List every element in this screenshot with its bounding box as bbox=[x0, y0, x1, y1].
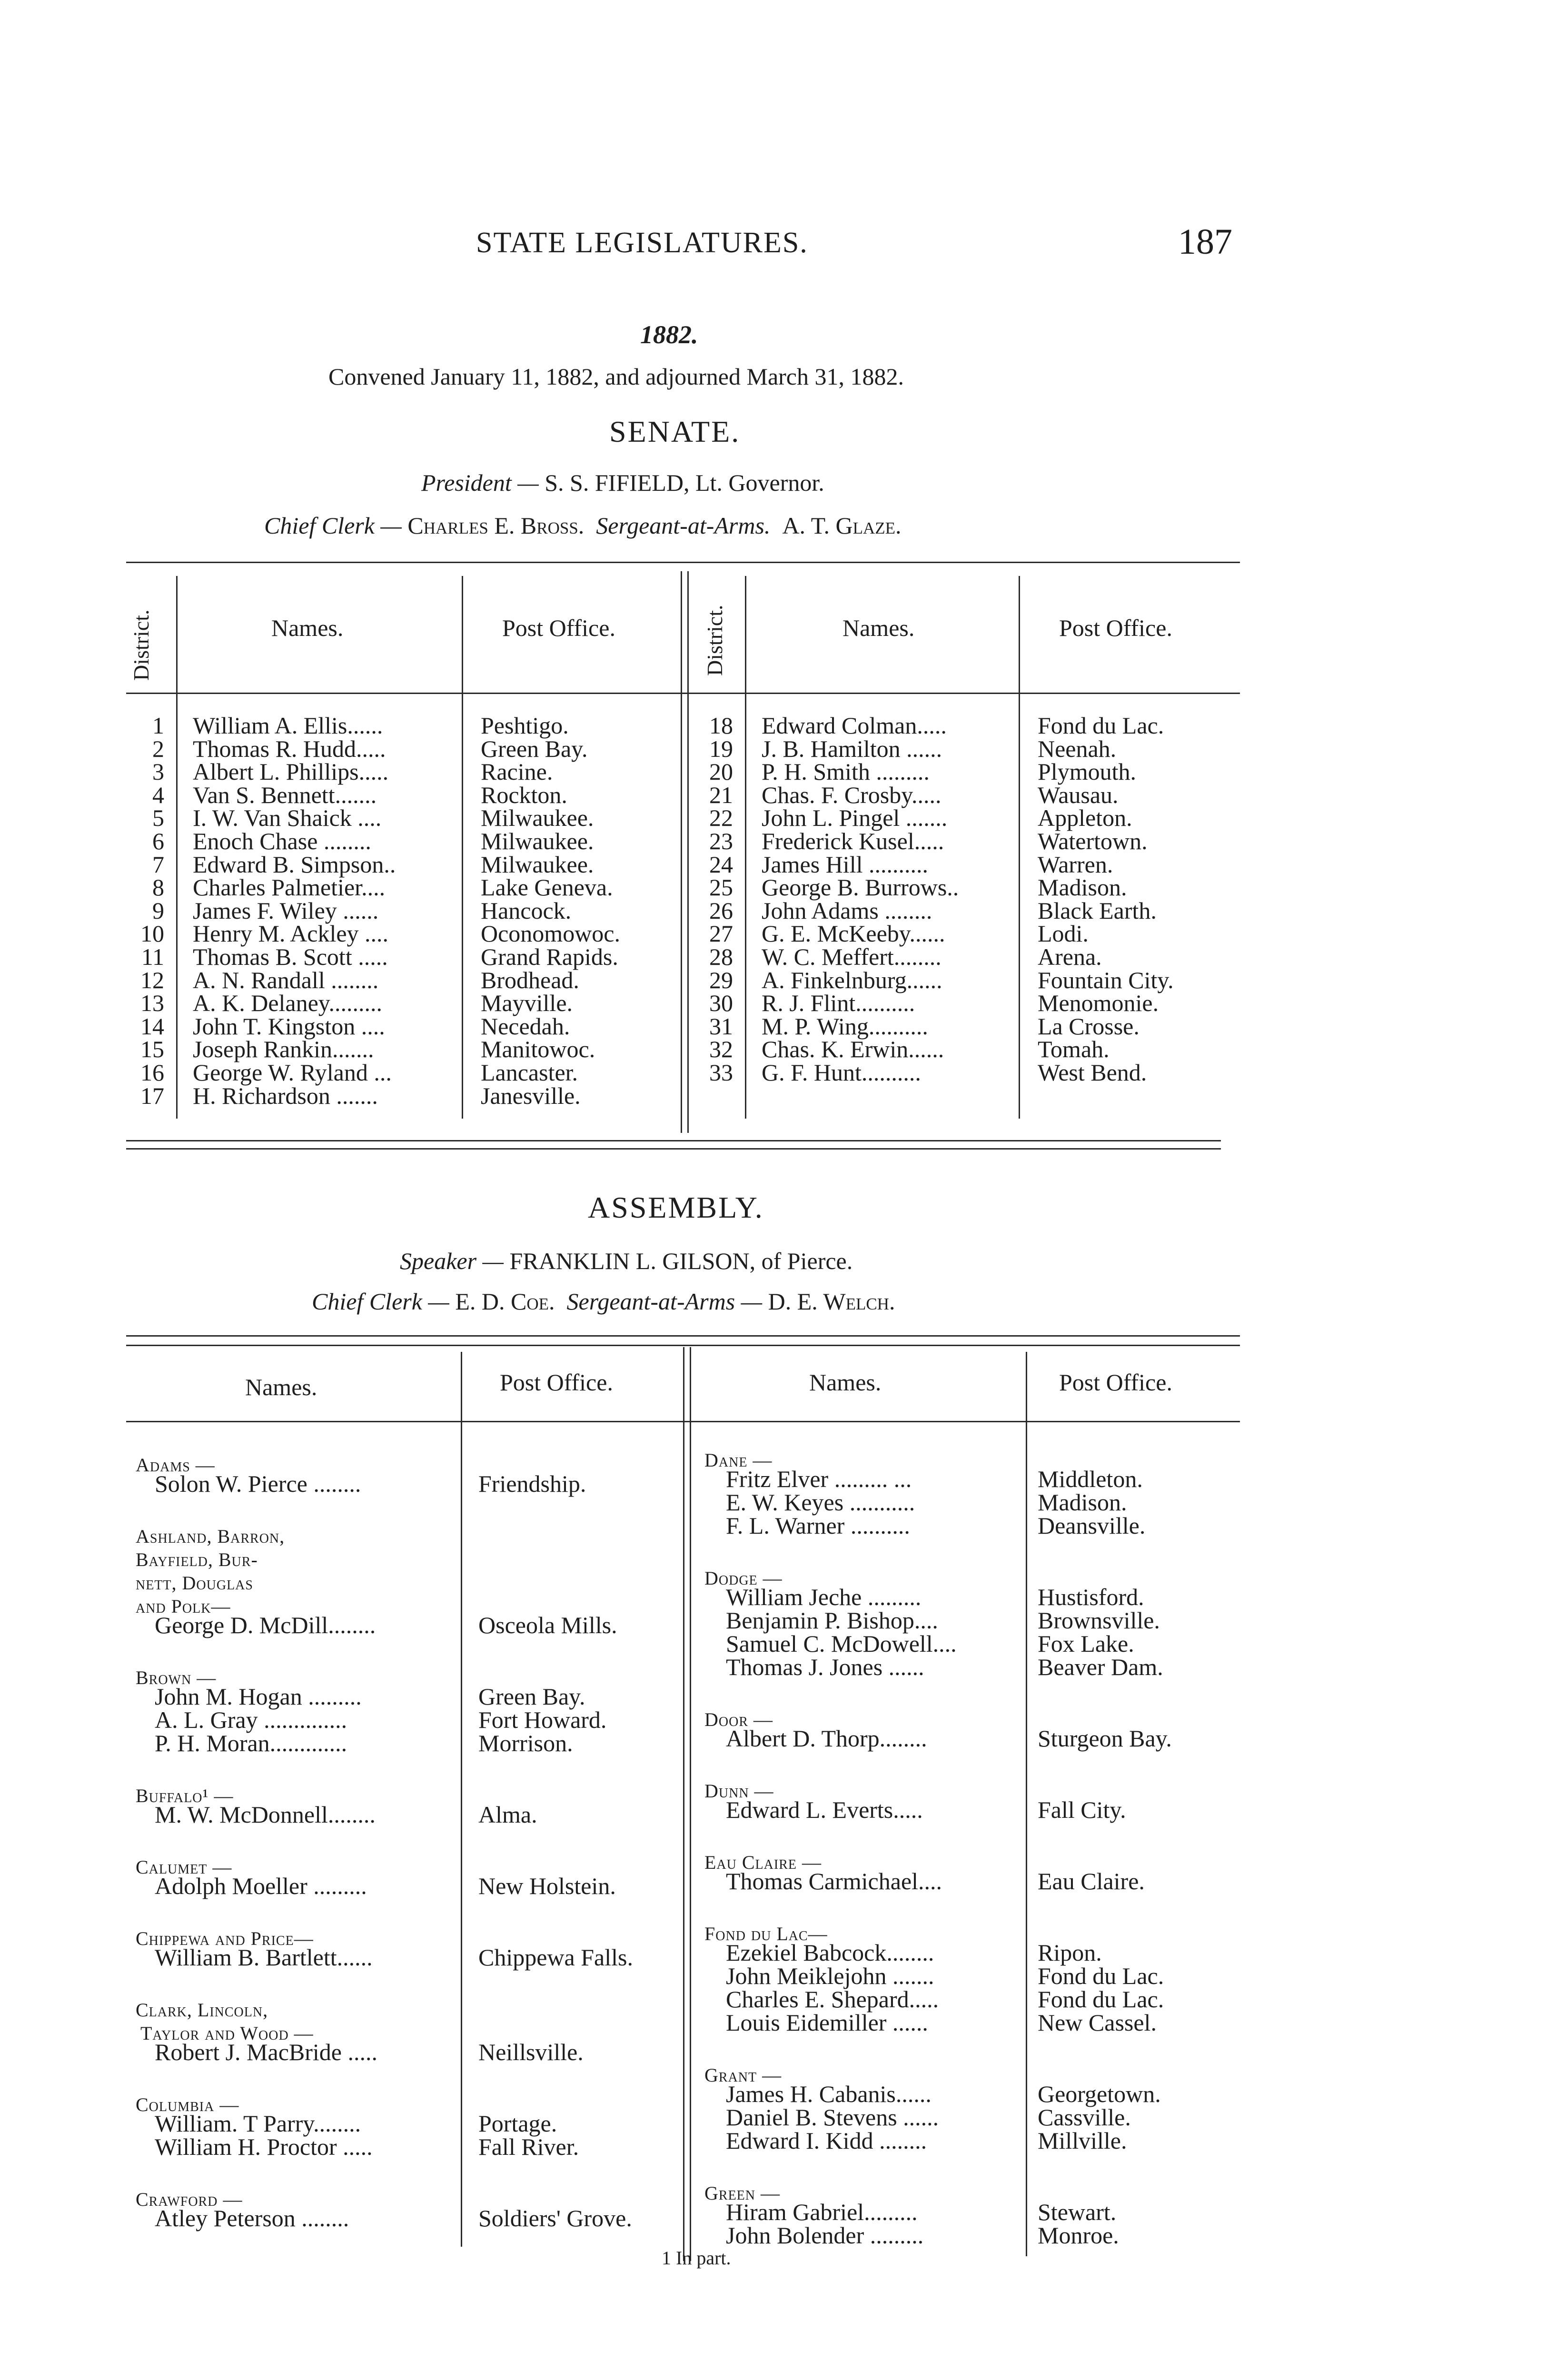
assembly-post-office: Friendship. bbox=[478, 1470, 586, 1497]
senate-member-name: H. Richardson ....... bbox=[193, 1082, 378, 1109]
senate-member-name: W. C. Meffert........ bbox=[762, 943, 941, 970]
senate-post-office: La Crosse. bbox=[1038, 1012, 1140, 1040]
senate-district-number: 2 bbox=[152, 735, 164, 762]
assembly-post-office: Fond du Lac. bbox=[1038, 1963, 1164, 1989]
senate-district-number: 23 bbox=[709, 828, 733, 854]
senate-district-number: 24 bbox=[709, 851, 733, 878]
assembly-member-name: Robert J. MacBride ..... bbox=[155, 2039, 377, 2065]
senate-member-name: Thomas B. Scott ..... bbox=[193, 943, 388, 970]
county-label: Crawford — bbox=[136, 2189, 243, 2210]
assembly-post-office: Fall River. bbox=[478, 2133, 579, 2160]
senate-post-office: Brodhead. bbox=[481, 966, 579, 993]
senate-member-name: R. J. Flint.......... bbox=[762, 990, 915, 1017]
senate-center-divider bbox=[687, 571, 689, 1133]
assembly-post-office: Madison. bbox=[1038, 1489, 1127, 1516]
senate-member-name: M. P. Wing.......... bbox=[762, 1012, 928, 1040]
senate-post-office: Watertown. bbox=[1038, 828, 1148, 854]
assembly-member-name: Benjamin P. Bishop.... bbox=[726, 1607, 938, 1634]
chief-clerk-name: Charles E. Bross. bbox=[407, 512, 585, 539]
assembly-po-header: Post Office. bbox=[1059, 1369, 1172, 1396]
assembly-post-office: Hustisford. bbox=[1038, 1584, 1144, 1610]
senate-district-number: 4 bbox=[152, 781, 164, 808]
assembly-names-header: Names. bbox=[245, 1374, 317, 1400]
senate-district-number: 28 bbox=[709, 943, 733, 970]
assembly-post-office: Cassville. bbox=[1038, 2104, 1131, 2131]
senate-member-name: P. H. Smith ......... bbox=[762, 758, 930, 785]
senate-member-name: John Adams ........ bbox=[762, 897, 932, 924]
assembly-post-office: Ripon. bbox=[1038, 1939, 1102, 1966]
county-label: Door — bbox=[704, 1709, 773, 1730]
senate-post-office: Tomah. bbox=[1038, 1036, 1110, 1063]
senate-member-name: Thomas R. Hudd..... bbox=[193, 735, 386, 762]
senate-member-name: Albert L. Phillips..... bbox=[193, 758, 389, 785]
senate-district-number: 33 bbox=[709, 1059, 733, 1086]
senate-member-name: A. N. Randall ........ bbox=[193, 966, 379, 993]
footnote: 1 In part. bbox=[662, 2247, 731, 2269]
senate-post-office: Racine. bbox=[481, 758, 553, 785]
assembly-member-name: M. W. McDonnell........ bbox=[155, 1801, 376, 1828]
assembly-member-name: Daniel B. Stevens ...... bbox=[726, 2104, 939, 2131]
county-label: Brown — bbox=[136, 1667, 217, 1688]
senate-post-office: Menomonie. bbox=[1038, 990, 1159, 1017]
senate-post-office: Milwaukee. bbox=[481, 851, 594, 878]
assembly-post-office: Morrison. bbox=[478, 1730, 573, 1756]
assembly-center-divider bbox=[690, 1347, 691, 2261]
assembly-po-header: Post Office. bbox=[500, 1369, 613, 1396]
senate-post-office: Lake Geneva. bbox=[481, 874, 613, 901]
assembly-post-office: Fox Lake. bbox=[1038, 1630, 1134, 1657]
assembly-member-name: William H. Proctor ..... bbox=[155, 2133, 373, 2160]
senate-post-office: Neenah. bbox=[1038, 735, 1117, 762]
assembly-post-office: New Holstein. bbox=[478, 1873, 616, 1899]
page-number: 187 bbox=[1178, 222, 1232, 262]
assembly-heading: ASSEMBLY. bbox=[588, 1190, 764, 1224]
senate-member-name: George W. Ryland ... bbox=[193, 1059, 392, 1086]
assembly-post-office: Green Bay. bbox=[478, 1683, 585, 1710]
assembly-member-name: Adolph Moeller ......... bbox=[155, 1873, 367, 1899]
assembly-member-name: Ezekiel Babcock........ bbox=[726, 1939, 934, 1966]
senate-district-number: 6 bbox=[152, 828, 164, 854]
county-label: nett, Douglas bbox=[136, 1572, 253, 1594]
assembly-col-divider bbox=[1026, 1352, 1027, 2256]
senate-district-header: District. bbox=[703, 605, 727, 676]
senate-col-divider bbox=[462, 576, 463, 1119]
senate-member-name: Van S. Bennett....... bbox=[193, 781, 377, 808]
senate-member-name: James F. Wiley ...... bbox=[193, 897, 379, 924]
senate-member-name: John T. Kingston .... bbox=[193, 1012, 385, 1040]
assembly-post-office: New Cassel. bbox=[1038, 2009, 1157, 2036]
senate-member-name: Chas. K. Erwin...... bbox=[762, 1036, 944, 1063]
county-label: Clark, Lincoln, bbox=[136, 1999, 268, 2021]
senate-post-office: Grand Rapids. bbox=[481, 943, 618, 970]
senate-district-number: 18 bbox=[709, 712, 733, 739]
chief-clerk-label: Chief Clerk — bbox=[312, 1288, 449, 1315]
senate-district-header: District. bbox=[129, 609, 153, 681]
county-label: Chippewa and Price— bbox=[136, 1928, 314, 1949]
senate-district-number: 8 bbox=[152, 874, 164, 901]
senate-district-number: 14 bbox=[140, 1012, 164, 1040]
senate-center-divider bbox=[681, 571, 682, 1133]
county-label: Dunn — bbox=[704, 1780, 774, 1802]
assembly-member-name: Edward L. Everts..... bbox=[726, 1796, 923, 1823]
assembly-member-name: Hiram Gabriel......... bbox=[726, 2199, 918, 2225]
senate-member-name: George B. Burrows.. bbox=[762, 874, 959, 901]
assembly-member-name: Solon W. Pierce ........ bbox=[155, 1470, 361, 1497]
senate-district-number: 20 bbox=[709, 758, 733, 785]
assembly-post-office: Chippewa Falls. bbox=[478, 1944, 633, 1971]
senate-district-number: 26 bbox=[709, 897, 733, 924]
senate-post-office: Plymouth. bbox=[1038, 758, 1136, 785]
assembly-top-rule bbox=[126, 1335, 1240, 1337]
assembly-post-office: Neillsville. bbox=[478, 2039, 584, 2065]
senate-member-name: Edward B. Simpson.. bbox=[193, 851, 396, 878]
assembly-post-office: Eau Claire. bbox=[1038, 1868, 1145, 1894]
senate-district-number: 31 bbox=[709, 1012, 733, 1040]
senate-district-number: 15 bbox=[140, 1036, 164, 1063]
senate-po-header: Post Office. bbox=[1059, 615, 1172, 641]
assembly-member-name: F. L. Warner .......... bbox=[726, 1512, 910, 1539]
senate-member-name: Frederick Kusel..... bbox=[762, 828, 944, 854]
senate-district-number: 3 bbox=[152, 758, 164, 785]
senate-district-number: 5 bbox=[152, 804, 164, 832]
sergeant-label: Sergeant-at-Arms. bbox=[596, 512, 771, 539]
senate-member-name: William A. Ellis...... bbox=[193, 712, 383, 739]
senate-member-name: G. E. McKeeby...... bbox=[762, 920, 945, 947]
county-label: Adams — bbox=[136, 1454, 215, 1476]
county-label: Dodge — bbox=[704, 1567, 783, 1589]
senate-district-number: 9 bbox=[152, 897, 164, 924]
senate-post-office: Rockton. bbox=[481, 781, 567, 808]
senate-post-office: Janesville. bbox=[481, 1082, 581, 1109]
president-name: S. S. FIFIELD, Lt. Governor. bbox=[545, 469, 824, 496]
assembly-post-office: Deansville. bbox=[1038, 1512, 1146, 1539]
senate-bottom-rule bbox=[126, 1140, 1221, 1141]
assembly-post-office: Osceola Mills. bbox=[478, 1612, 617, 1638]
county-label: Bayfield, Bur- bbox=[136, 1549, 258, 1570]
county-label: Taylor and Wood — bbox=[140, 2023, 314, 2044]
senate-post-office: Lancaster. bbox=[481, 1059, 578, 1086]
county-label: Dane — bbox=[704, 1449, 773, 1471]
assembly-member-name: William. T Parry........ bbox=[155, 2110, 361, 2137]
assembly-names-header: Names. bbox=[809, 1369, 882, 1396]
senate-president-line bbox=[421, 469, 824, 496]
assembly-post-office: Millville. bbox=[1038, 2127, 1127, 2154]
senate-member-name: John L. Pingel ....... bbox=[762, 804, 948, 832]
assembly-officers-line bbox=[312, 1288, 895, 1315]
senate-post-office: Lodi. bbox=[1038, 920, 1089, 947]
assembly-member-name: William Jeche ......... bbox=[726, 1584, 922, 1610]
assembly-post-office: Portage. bbox=[478, 2110, 557, 2137]
senate-district-number: 22 bbox=[709, 804, 733, 832]
senate-member-name: G. F. Hunt.......... bbox=[762, 1059, 921, 1086]
senate-post-office: Wausau. bbox=[1038, 781, 1119, 808]
senate-post-office: Arena. bbox=[1038, 943, 1102, 970]
senate-post-office: Milwaukee. bbox=[481, 828, 594, 854]
assembly-member-name: Atley Peterson ........ bbox=[155, 2205, 349, 2231]
sergeant-name: D. E. Welch. bbox=[768, 1288, 895, 1315]
senate-names-header: Names. bbox=[842, 615, 915, 641]
senate-names-header: Names. bbox=[271, 615, 344, 641]
county-label: Calumet — bbox=[136, 1856, 232, 1878]
session-dates: Convened January 11, 1882, and adjourned March 31, 1882. bbox=[328, 363, 904, 390]
assembly-col-divider bbox=[461, 1352, 462, 2247]
assembly-member-name: Edward I. Kidd ........ bbox=[726, 2127, 927, 2154]
assembly-center-divider bbox=[683, 1347, 684, 2261]
assembly-header-rule bbox=[126, 1421, 1240, 1422]
assembly-post-office: Soldiers' Grove. bbox=[478, 2205, 632, 2231]
senate-post-office: Fountain City. bbox=[1038, 966, 1174, 993]
senate-district-number: 27 bbox=[709, 920, 733, 947]
senate-district-number: 16 bbox=[140, 1059, 164, 1086]
assembly-member-name: John M. Hogan ......... bbox=[155, 1683, 362, 1710]
assembly-member-name: Albert D. Thorp........ bbox=[726, 1725, 927, 1752]
senate-district-number: 25 bbox=[709, 874, 733, 901]
assembly-post-office: Fall City. bbox=[1038, 1796, 1126, 1823]
assembly-post-office: Fond du Lac. bbox=[1038, 1986, 1164, 2013]
senate-col-divider bbox=[1019, 576, 1020, 1119]
assembly-member-name: Fritz Elver ......... ... bbox=[726, 1466, 912, 1492]
county-label: Grant — bbox=[704, 2064, 782, 2086]
senate-post-office: Peshtigo. bbox=[481, 712, 569, 739]
assembly-member-name: Louis Eidemiller ...... bbox=[726, 2009, 928, 2036]
assembly-member-name: George D. McDill........ bbox=[155, 1612, 376, 1638]
senate-top-rule bbox=[126, 562, 1240, 563]
assembly-member-name: P. H. Moran............. bbox=[155, 1730, 347, 1756]
assembly-post-office: Alma. bbox=[478, 1801, 537, 1828]
senate-district-number: 7 bbox=[152, 851, 164, 878]
president-label: President — bbox=[421, 469, 539, 496]
senate-member-name: I. W. Van Shaick .... bbox=[193, 804, 382, 832]
assembly-member-name: Thomas J. Jones ...... bbox=[726, 1654, 924, 1680]
assembly-member-name: E. W. Keyes ........... bbox=[726, 1489, 915, 1516]
assembly-member-name: James H. Cabanis...... bbox=[726, 2081, 932, 2107]
assembly-post-office: Stewart. bbox=[1038, 2199, 1117, 2225]
senate-district-number: 30 bbox=[709, 990, 733, 1017]
county-label: and Polk— bbox=[136, 1596, 231, 1617]
speaker-label: Speaker — bbox=[400, 1248, 504, 1274]
senate-post-office: Mayville. bbox=[481, 990, 573, 1017]
chief-clerk-name: E. D. Coe. bbox=[455, 1288, 555, 1315]
assembly-post-office: Beaver Dam. bbox=[1038, 1654, 1163, 1680]
senate-post-office: Green Bay. bbox=[481, 735, 588, 762]
assembly-post-office: Middleton. bbox=[1038, 1466, 1143, 1492]
senate-post-office: Milwaukee. bbox=[481, 804, 594, 832]
senate-district-number: 32 bbox=[709, 1036, 733, 1063]
county-label: Green — bbox=[704, 2182, 780, 2204]
senate-col-divider bbox=[745, 576, 746, 1119]
senate-district-number: 19 bbox=[709, 735, 733, 762]
county-label: Eau Claire — bbox=[704, 1852, 822, 1873]
senate-po-header: Post Office. bbox=[502, 615, 615, 641]
senate-post-office: Oconomowoc. bbox=[481, 920, 620, 947]
senate-district-number: 13 bbox=[140, 990, 164, 1017]
assembly-member-name: Charles E. Shepard..... bbox=[726, 1986, 939, 2013]
county-label: Ashland, Barron, bbox=[136, 1526, 285, 1547]
assembly-member-name: Thomas Carmichael.... bbox=[726, 1868, 942, 1894]
senate-district-number: 21 bbox=[709, 781, 733, 808]
sergeant-name: A. T. Glaze. bbox=[782, 512, 902, 539]
senate-member-name: Henry M. Ackley .... bbox=[193, 920, 389, 947]
assembly-top-rule bbox=[126, 1345, 1240, 1346]
assembly-member-name: William B. Bartlett...... bbox=[155, 1944, 373, 1971]
senate-member-name: J. B. Hamilton ...... bbox=[762, 735, 942, 762]
running-header-title: STATE LEGISLATURES. bbox=[476, 227, 808, 259]
county-label: Fond du Lac— bbox=[704, 1923, 828, 1944]
senate-header-rule bbox=[126, 693, 1240, 694]
assembly-post-office: Fort Howard. bbox=[478, 1706, 607, 1733]
senate-member-name: Enoch Chase ........ bbox=[193, 828, 371, 854]
senate-post-office: Warren. bbox=[1038, 851, 1113, 878]
assembly-speaker-line bbox=[400, 1247, 852, 1275]
assembly-post-office: Monroe. bbox=[1038, 2222, 1119, 2249]
senate-post-office: Necedah. bbox=[481, 1012, 570, 1040]
senate-member-name: Charles Palmetier.... bbox=[193, 874, 386, 901]
senate-member-name: Edward Colman..... bbox=[762, 712, 947, 739]
session-year: 1882. bbox=[640, 320, 698, 349]
senate-post-office: Appleton. bbox=[1038, 804, 1132, 832]
sergeant-label: Sergeant-at-Arms — bbox=[566, 1288, 763, 1315]
senate-post-office: Madison. bbox=[1038, 874, 1127, 901]
senate-member-name: A. K. Delaney......... bbox=[193, 990, 383, 1017]
senate-district-number: 12 bbox=[140, 966, 164, 993]
assembly-member-name: John Bolender ......... bbox=[726, 2222, 924, 2249]
assembly-post-office: Georgetown. bbox=[1038, 2081, 1161, 2107]
senate-member-name: Chas. F. Crosby..... bbox=[762, 781, 941, 808]
senate-post-office: West Bend. bbox=[1038, 1059, 1147, 1086]
senate-member-name: James Hill .......... bbox=[762, 851, 928, 878]
assembly-member-name: A. L. Gray .............. bbox=[155, 1706, 347, 1733]
assembly-post-office: Brownsville. bbox=[1038, 1607, 1160, 1634]
senate-member-name: Joseph Rankin....... bbox=[193, 1036, 374, 1063]
senate-member-name: A. Finkelnburg...... bbox=[762, 966, 942, 993]
senate-post-office: Fond du Lac. bbox=[1038, 712, 1164, 739]
senate-district-number: 29 bbox=[709, 966, 733, 993]
senate-col-divider bbox=[176, 576, 178, 1119]
senate-post-office: Black Earth. bbox=[1038, 897, 1157, 924]
senate-district-number: 17 bbox=[140, 1082, 164, 1109]
speaker-name: FRANKLIN L. GILSON, of Pierce. bbox=[509, 1248, 853, 1274]
senate-district-number: 10 bbox=[140, 920, 164, 947]
senate-post-office: Hancock. bbox=[481, 897, 572, 924]
senate-post-office: Manitowoc. bbox=[481, 1036, 595, 1063]
senate-district-number: 1 bbox=[152, 712, 164, 739]
county-label: Buffalo¹ — bbox=[136, 1785, 234, 1806]
senate-officers-line bbox=[264, 512, 902, 539]
county-label: Columbia — bbox=[136, 2094, 239, 2115]
senate-heading: SENATE. bbox=[609, 415, 741, 448]
assembly-post-office: Sturgeon Bay. bbox=[1038, 1725, 1172, 1752]
senate-bottom-rule bbox=[126, 1148, 1221, 1150]
chief-clerk-label: Chief Clerk — bbox=[264, 512, 402, 539]
senate-district-number: 11 bbox=[141, 943, 164, 970]
assembly-member-name: Samuel C. McDowell.... bbox=[726, 1630, 957, 1657]
assembly-member-name: John Meiklejohn ....... bbox=[726, 1963, 934, 1989]
